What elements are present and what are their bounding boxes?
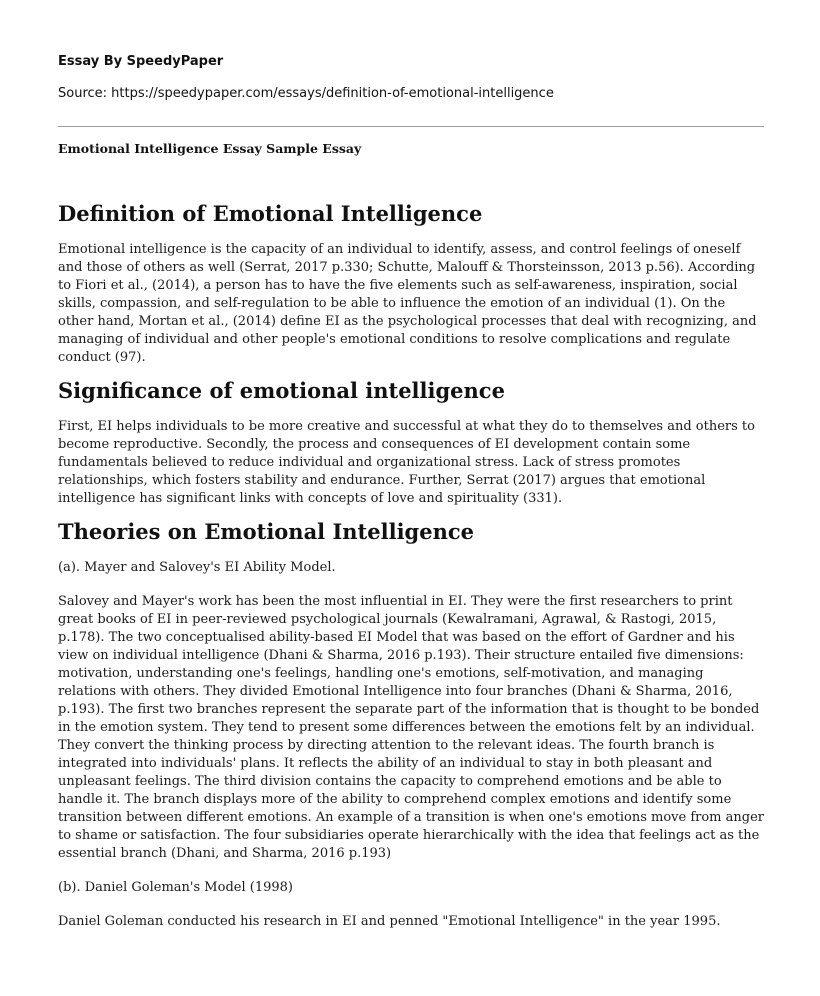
paragraph: Emotional intelligence is the capacity of an individual to identify, assess, and control feelings of oneself and those of others as well (Serrat, 2017 p.330; Schutte, Malouff & Thorsteinsson, 2013 p.56). According to Fiori et al., (2014), a person has to have the five elements such as self-awareness, inspiration, social skills, compassion, and self-regulation to be able to influence the emotion of an individual (1). On the other hand, Mortan et al., (2014) define EI as the psychological processes that deal with recognizing, and managing of individual and other people's emotional conditions to resolve complications and regulate conduct (97). xyxy=(58,242,757,365)
section-heading: Definition of Emotional Intelligence xyxy=(58,201,483,226)
divider xyxy=(58,126,764,127)
section-definition xyxy=(58,200,764,367)
site-title: Essay By SpeedyPaper xyxy=(58,54,224,69)
section-heading: Theories on Emotional Intelligence xyxy=(58,519,475,544)
paragraph: (a). Mayer and Salovey's EI Ability Model. xyxy=(58,560,336,575)
paragraph: First, EI helps individuals to be more creative and successful at what they do to themselves and others to become reproductive. Secondly, the process and consequences of EI development contain some fundamentals believed to reduce individual and organizational stress. Lack of stress promotes relationships, which fosters stability and endurance. Further, Serrat (2017) argues that emotional intelligence has significant links with concepts of love and spirituality (331). xyxy=(58,419,755,506)
section-significance xyxy=(58,377,764,508)
paragraph: Salovey and Mayer's work has been the most influential in EI. They were the first researchers to print great books of EI in peer-reviewed psychological journals (Kewalramani, Agrawal, & Rastogi, 2015, p.178). The two conceptualised ability-based EI Model that was based on the effort of Gardner and his view on individual intelligence (Dhani & Sharma, 2016 p.193). Their structure entailed five dimensions: motivation, understanding one's feelings, handling one's emotions, self-motivation, and managing relations with others. They divided Emotional Intelligence into four branches (Dhani & Sharma, 2016, p.193). The first two branches represent the separate part of the information that is thought to be bonded in the emotion system. They tend to present some differences between the emotions felt by an individual. They convert the thinking process by directing attention to the relevant ideas. The fourth branch is integrated into individuals' plans. It reflects the ability of an individual to stay in both pleasant and unpleasant feelings. The third division contains the capacity to comprehend emotions and be able to handle it. The branch displays more of the ability to comprehend complex emotions and identify some transition between different emotions. An example of a transition is when one's emotions move from anger to shame or satisfaction. The four subsidiaries operate hierarchically with the idea that feelings act as the essential branch (Dhani, and Sharma, 2016 p.193) xyxy=(58,594,764,861)
paragraph: Daniel Goleman conducted his research in EI and penned "Emotional Intelligence" in the year 1995. xyxy=(58,914,721,929)
section-theories xyxy=(58,518,764,931)
document-body xyxy=(58,200,764,941)
document-title: Emotional Intelligence Essay Sample Essay xyxy=(58,141,362,156)
section-heading: Significance of emotional intelligence xyxy=(58,378,505,403)
paragraph: (b). Daniel Goleman's Model (1998) xyxy=(58,880,293,895)
source-line: Source: https://speedypaper.com/essays/definition-of-emotional-intelligence xyxy=(58,86,554,101)
